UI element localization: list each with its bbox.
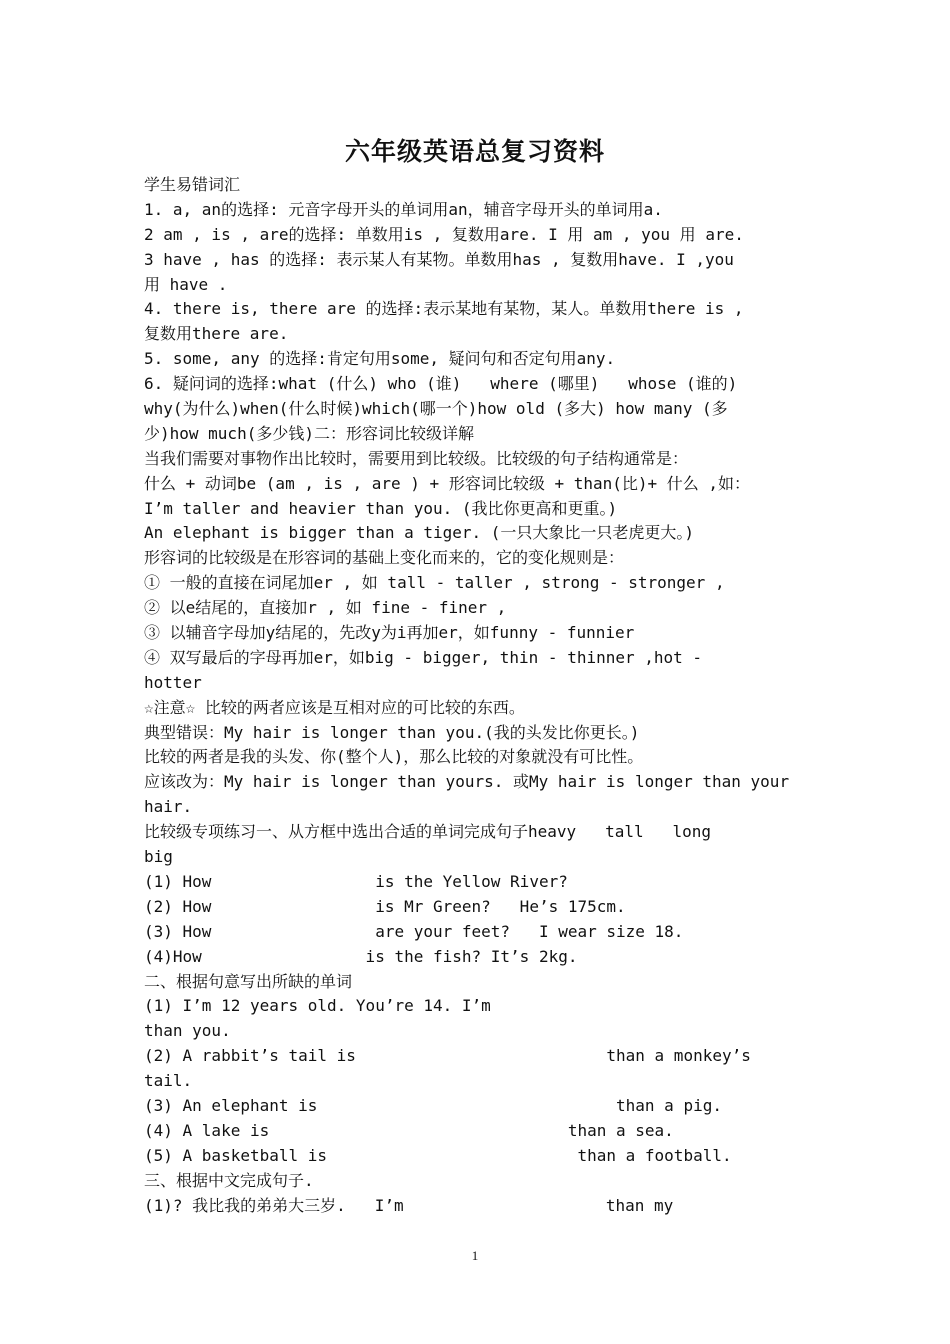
text-line: 6. 疑问词的选择:what (什么) who (谁) where (哪里) whose (谁的) — [144, 374, 738, 394]
text-line: 3 have , has 的选择: 表示某人有某物。单数用has , 复数用have. I ,you — [144, 249, 734, 269]
text-line: (1)? 我比我的弟弟大三岁. I’m than my — [144, 1195, 674, 1215]
text-line: 典型错误：My hair is longer than you.(我的头发比你更长。) — [144, 722, 640, 742]
text-line: 复数用there are. — [144, 324, 289, 344]
text-line: (2) A rabbit’s tail is than a monkey’s — [144, 1046, 751, 1066]
text-line: (1) How is the Yellow River? — [144, 871, 568, 891]
text-line: 三、根据中文完成句子. — [144, 1170, 314, 1190]
text-line: I’m taller and heavier than you. (我比你更高和更重。) — [144, 498, 618, 518]
text-line: 5. some, any 的选择:肯定句用some, 疑问句和否定句用any. — [144, 349, 616, 369]
text-line: 4. there is, there are 的选择:表示某地有某物，某人。单数用there is , — [144, 299, 744, 319]
text-line: (3) How are your feet? I wear size 18. — [144, 921, 684, 941]
text-line: (3) An elephant is than a pig. — [144, 1095, 722, 1115]
text-line: 什么 + 动词be (am , is , are ) + 形容词比较级 + than(比)+ 什么 ,如： — [144, 473, 751, 493]
text-line: hotter — [144, 672, 202, 692]
text-line: 1. a, an的选择: 元音字母开头的单词用an，辅音字母开头的单词用a. — [144, 199, 663, 219]
page-number: 1 — [471, 1248, 479, 1263]
text-line: (4) A lake is than a sea. — [144, 1120, 674, 1140]
text-line: ☆注意☆ 比较的两者应该是互相对应的可比较的东西。 — [144, 697, 525, 717]
text-line: big — [144, 847, 173, 867]
text-line: why(为什么)when(什么时候)which(哪一个)how old (多大) how many (多 — [144, 399, 728, 419]
text-line: tail. — [144, 1071, 193, 1091]
text-line: 比较的两者是我的头发、你(整个人)，那么比较的对象就没有可比性。 — [144, 747, 644, 767]
text-line: 当我们需要对事物作出比较时，需要用到比较级。比较级的句子结构通常是： — [144, 448, 689, 468]
text-line: hair. — [144, 797, 193, 817]
text-line: 2 am , is , are的选择: 单数用is , 复数用are. I 用 am , you 用 are. — [144, 224, 744, 244]
text-line: (4)How is the fish? It’s 2kg. — [144, 946, 578, 966]
text-line: 形容词的比较级是在形容词的基础上变化而来的，它的变化规则是： — [144, 548, 625, 568]
text-line: ① 一般的直接在词尾加er , 如 tall - taller , strong - stronger , — [144, 573, 725, 593]
document-title: 六年级英语总复习资料 — [344, 137, 605, 166]
document-body — [144, 173, 824, 1218]
text-line: 二、根据句意写出所缺的单词 — [144, 971, 353, 991]
text-line: (5) A basketball is than a football. — [144, 1145, 732, 1165]
text-line: (2) How is Mr Green? He’s 175cm. — [144, 896, 626, 916]
text-line: 比较级专项练习一、从方框中选出合适的单词完成句子heavy tall long — [144, 822, 712, 842]
text-line: 用 have . — [144, 274, 228, 294]
text-line: An elephant is bigger than a tiger. (一只大象比一只老虎更大。) — [144, 523, 695, 543]
text-line: 学生易错词汇 — [144, 175, 241, 194]
text-line: than you. — [144, 1021, 231, 1041]
text-line: 应该改为：My hair is longer than yours. 或My hair is longer than your — [144, 772, 790, 792]
text-line: ② 以e结尾的，直接加r , 如 fine - finer , — [144, 598, 507, 618]
text-line: 少)how much(多少钱)二：形容词比较级详解 — [144, 423, 474, 443]
text-line: ④ 双写最后的字母再加er，如big - bigger, thin - thinner ,hot - — [144, 647, 703, 667]
text-line: (1) I’m 12 years old. You’re 14. I’m — [144, 996, 491, 1016]
text-line: ③ 以辅音字母加y结尾的，先改y为i再加er，如funny - funnier — [144, 623, 635, 643]
